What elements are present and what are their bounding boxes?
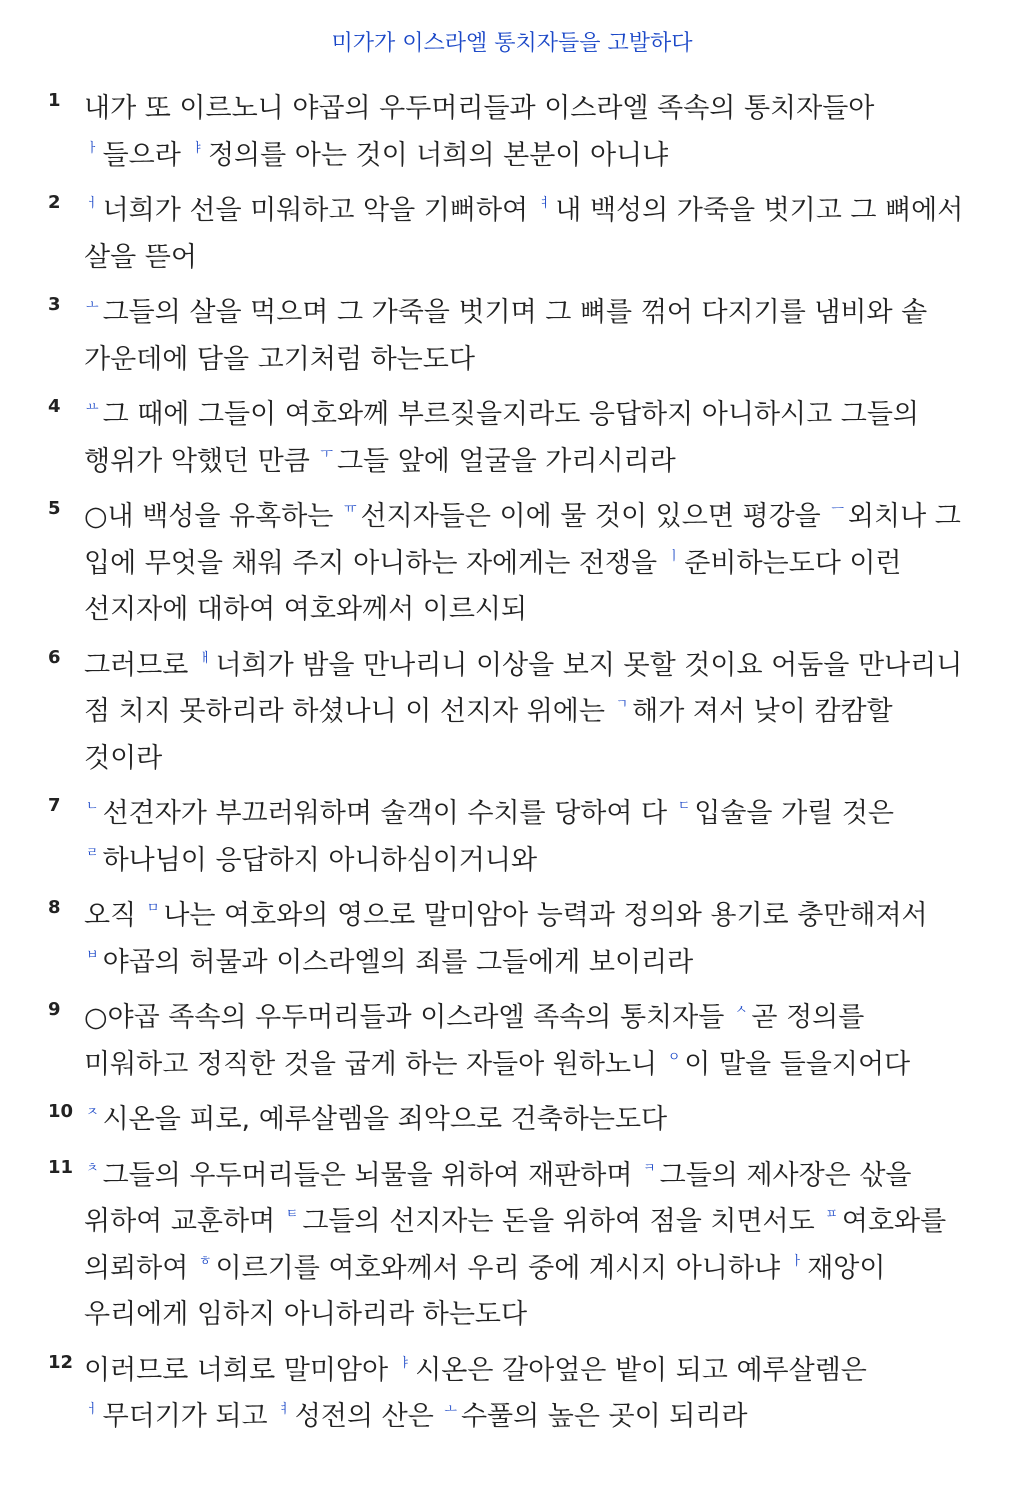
verse-text: 여호와를 의뢰하여 bbox=[84, 1206, 947, 1284]
footnote-marker-link[interactable]: ㅠ bbox=[343, 502, 357, 517]
verse-text: 그들 앞에 얼굴을 가리시리라 bbox=[336, 445, 676, 477]
verse-text: 곧 정의를 미워하고 정직한 것을 굽게 하는 자들아 원하노니 bbox=[84, 1002, 865, 1080]
verse-text: 외치나 그 입에 무엇을 채워 주지 아니하는 자에게는 전쟁을 bbox=[84, 501, 961, 579]
footnote-marker-link[interactable]: ㅏ bbox=[790, 1253, 804, 1269]
verse-text: 너희가 밤을 만나리니 이상을 보지 못할 것이요 어둠을 만나리니 점 치지 못하리라 하셨나니 이 선지자 위에는 bbox=[84, 649, 963, 727]
footnote-marker-link[interactable]: ㅐ bbox=[198, 650, 212, 666]
verse-9 bbox=[0, 995, 1024, 1088]
verse-text: 이 말을 들을지어다 bbox=[684, 1048, 911, 1080]
footnote-marker-link[interactable]: ㅜ bbox=[320, 446, 333, 462]
footnote-marker-link[interactable]: ㅣ bbox=[667, 548, 681, 564]
verse-12 bbox=[0, 1348, 1024, 1441]
verse-number: 11 bbox=[48, 1156, 74, 1178]
verse-list bbox=[0, 86, 1024, 1450]
footnote-marker-link[interactable]: ㅍ bbox=[825, 1207, 838, 1222]
verse-text: 입술을 가릴 것은 bbox=[694, 798, 895, 829]
verse-1 bbox=[0, 86, 1024, 179]
verse-number: 4 bbox=[48, 396, 61, 417]
verse-number: 6 bbox=[48, 646, 61, 668]
verse-number: 9 bbox=[48, 999, 61, 1020]
verse-text: 너희가 선을 미워하고 악을 기뻐하여 bbox=[102, 195, 537, 226]
footnote-marker-link[interactable]: ㅓ bbox=[86, 196, 99, 211]
verse-text: 내가 또 이르노니 야곱의 우두머리들과 이스라엘 족속의 통치자들아 bbox=[84, 93, 875, 124]
verse-5 bbox=[0, 494, 1024, 634]
verse-11 bbox=[0, 1153, 1024, 1339]
verse-text: 이러므로 너희로 말미암아 bbox=[84, 1354, 397, 1386]
footnote-marker-link[interactable]: ㅓ bbox=[86, 1402, 99, 1417]
verse-text: 그들의 살을 먹으며 그 가죽을 벗기며 그 뼈를 꺾어 다지기를 냄비와 솥 가운데에 담을 고기처럼 하는도다 bbox=[84, 297, 928, 375]
verse-number: 7 bbox=[48, 795, 61, 816]
footnote-marker-link[interactable]: ㅈ bbox=[86, 1105, 99, 1120]
verse-6 bbox=[0, 643, 1024, 783]
footnote-marker-link[interactable]: ㅗ bbox=[86, 298, 99, 313]
footnote-marker-link[interactable]: ㅋ bbox=[643, 1160, 656, 1176]
footnote-marker-link[interactable]: ㅎ bbox=[198, 1253, 212, 1269]
verse-text: 수풀의 높은 곳이 되리라 bbox=[460, 1401, 748, 1432]
verse-text: 들으라 bbox=[102, 139, 190, 171]
verse-text: 정의를 아는 것이 너희의 본분이 아니냐 bbox=[207, 139, 669, 171]
verse-2 bbox=[0, 188, 1024, 281]
verse-text: 그러므로 bbox=[84, 649, 197, 681]
footnote-marker-link[interactable]: ㅑ bbox=[398, 1355, 412, 1371]
verse-number: 5 bbox=[48, 498, 61, 519]
verse-8 bbox=[0, 893, 1024, 986]
verse-text: 하나님이 응답하지 아니하심이거니와 bbox=[102, 844, 538, 876]
verse-text: ○내 백성을 유혹하는 bbox=[84, 501, 342, 532]
footnote-marker-link[interactable]: ㅊ bbox=[86, 1160, 99, 1176]
verse-text: 그 때에 그들이 여호와께 부르짖을지라도 응답하지 아니하시고 그들의 행위가 악했던 만큼 bbox=[84, 399, 920, 477]
verse-number: 3 bbox=[48, 294, 61, 315]
verse-text: 그들의 제사장은 삯을 위하여 교훈하며 bbox=[84, 1159, 912, 1237]
verse-text: 내 백성의 가죽을 벗기고 그 뼈에서 살을 뜯어 bbox=[84, 195, 964, 273]
footnote-marker-link[interactable]: ㅕ bbox=[538, 196, 552, 211]
verse-number: 1 bbox=[48, 90, 61, 111]
verse-text: 선지자들은 이에 물 것이 있으면 평강을 bbox=[360, 501, 830, 532]
verse-text: 나는 여호와의 영으로 말미암아 능력과 정의와 용기로 충만해져서 bbox=[163, 900, 928, 931]
verse-text: ○야곱 족속의 우두머리들과 이스라엘 족속의 통치자들 bbox=[84, 1002, 733, 1033]
section-heading: 미가가 이스라엘 통치자들을 고발하다 bbox=[331, 31, 693, 56]
verse-10 bbox=[0, 1097, 1024, 1144]
verse-text: 선견자가 부끄러워하며 술객이 수치를 당하여 다 bbox=[102, 798, 676, 829]
verse-number: 12 bbox=[48, 1351, 74, 1373]
verse-text: 오직 bbox=[84, 900, 145, 931]
verse-text: 이르기를 여호와께서 우리 중에 계시지 아니하냐 bbox=[215, 1252, 789, 1284]
footnote-marker-link[interactable]: ㄷ bbox=[677, 799, 691, 814]
verse-text: 야곱의 허물과 이스라엘의 죄를 그들에게 보이리라 bbox=[102, 946, 694, 978]
footnote-marker-link[interactable]: ㅗ bbox=[444, 1402, 457, 1417]
verse-7 bbox=[0, 791, 1024, 884]
footnote-marker-link[interactable]: ㅛ bbox=[86, 400, 99, 415]
verse-text: 시온을 피로, 예루살렘을 죄악으로 건축하는도다 bbox=[102, 1104, 668, 1135]
footnote-marker-link[interactable]: ㅏ bbox=[86, 140, 99, 156]
footnote-marker-link[interactable]: ㄴ bbox=[86, 799, 99, 814]
verse-text: 그들의 우두머리들은 뇌물을 위하여 재판하며 bbox=[102, 1159, 642, 1191]
verse-text: 무더기가 되고 bbox=[102, 1401, 277, 1432]
verse-number: 2 bbox=[48, 192, 61, 213]
footnote-marker-link[interactable]: ㅂ bbox=[86, 947, 99, 963]
footnote-marker-link[interactable]: ㅌ bbox=[285, 1207, 299, 1222]
verse-number: 10 bbox=[48, 1101, 74, 1122]
footnote-marker-link[interactable]: ㅇ bbox=[667, 1049, 681, 1065]
footnote-marker-link[interactable]: ㅕ bbox=[278, 1402, 291, 1417]
verse-text: 그들의 선지자는 돈을 위하여 점을 치면서도 bbox=[302, 1206, 824, 1237]
footnote-marker-link[interactable]: ㅑ bbox=[191, 140, 204, 156]
footnote-marker-link[interactable]: ㅁ bbox=[146, 901, 160, 916]
footnote-marker-link[interactable]: ㄱ bbox=[615, 697, 629, 712]
verse-4 bbox=[0, 392, 1024, 485]
verse-number: 8 bbox=[48, 897, 61, 918]
footnote-marker-link[interactable]: ㅅ bbox=[734, 1003, 748, 1018]
verse-text: 준비하는도다 이런 선지자에 대하여 여호와께서 이르시되 bbox=[84, 547, 902, 625]
verse-text: 성전의 산은 bbox=[294, 1401, 443, 1432]
verse-text: 시온은 갈아엎은 밭이 되고 예루살렘은 bbox=[415, 1354, 867, 1386]
footnote-marker-link[interactable]: ㅡ bbox=[831, 502, 844, 517]
footnote-marker-link[interactable]: ㄹ bbox=[86, 845, 99, 861]
verse-text: 해가 져서 낮이 캄캄할 것이라 bbox=[84, 696, 893, 774]
verse-text: 재앙이 우리에게 임하지 아니하리라 하는도다 bbox=[84, 1252, 886, 1330]
verse-3 bbox=[0, 290, 1024, 383]
